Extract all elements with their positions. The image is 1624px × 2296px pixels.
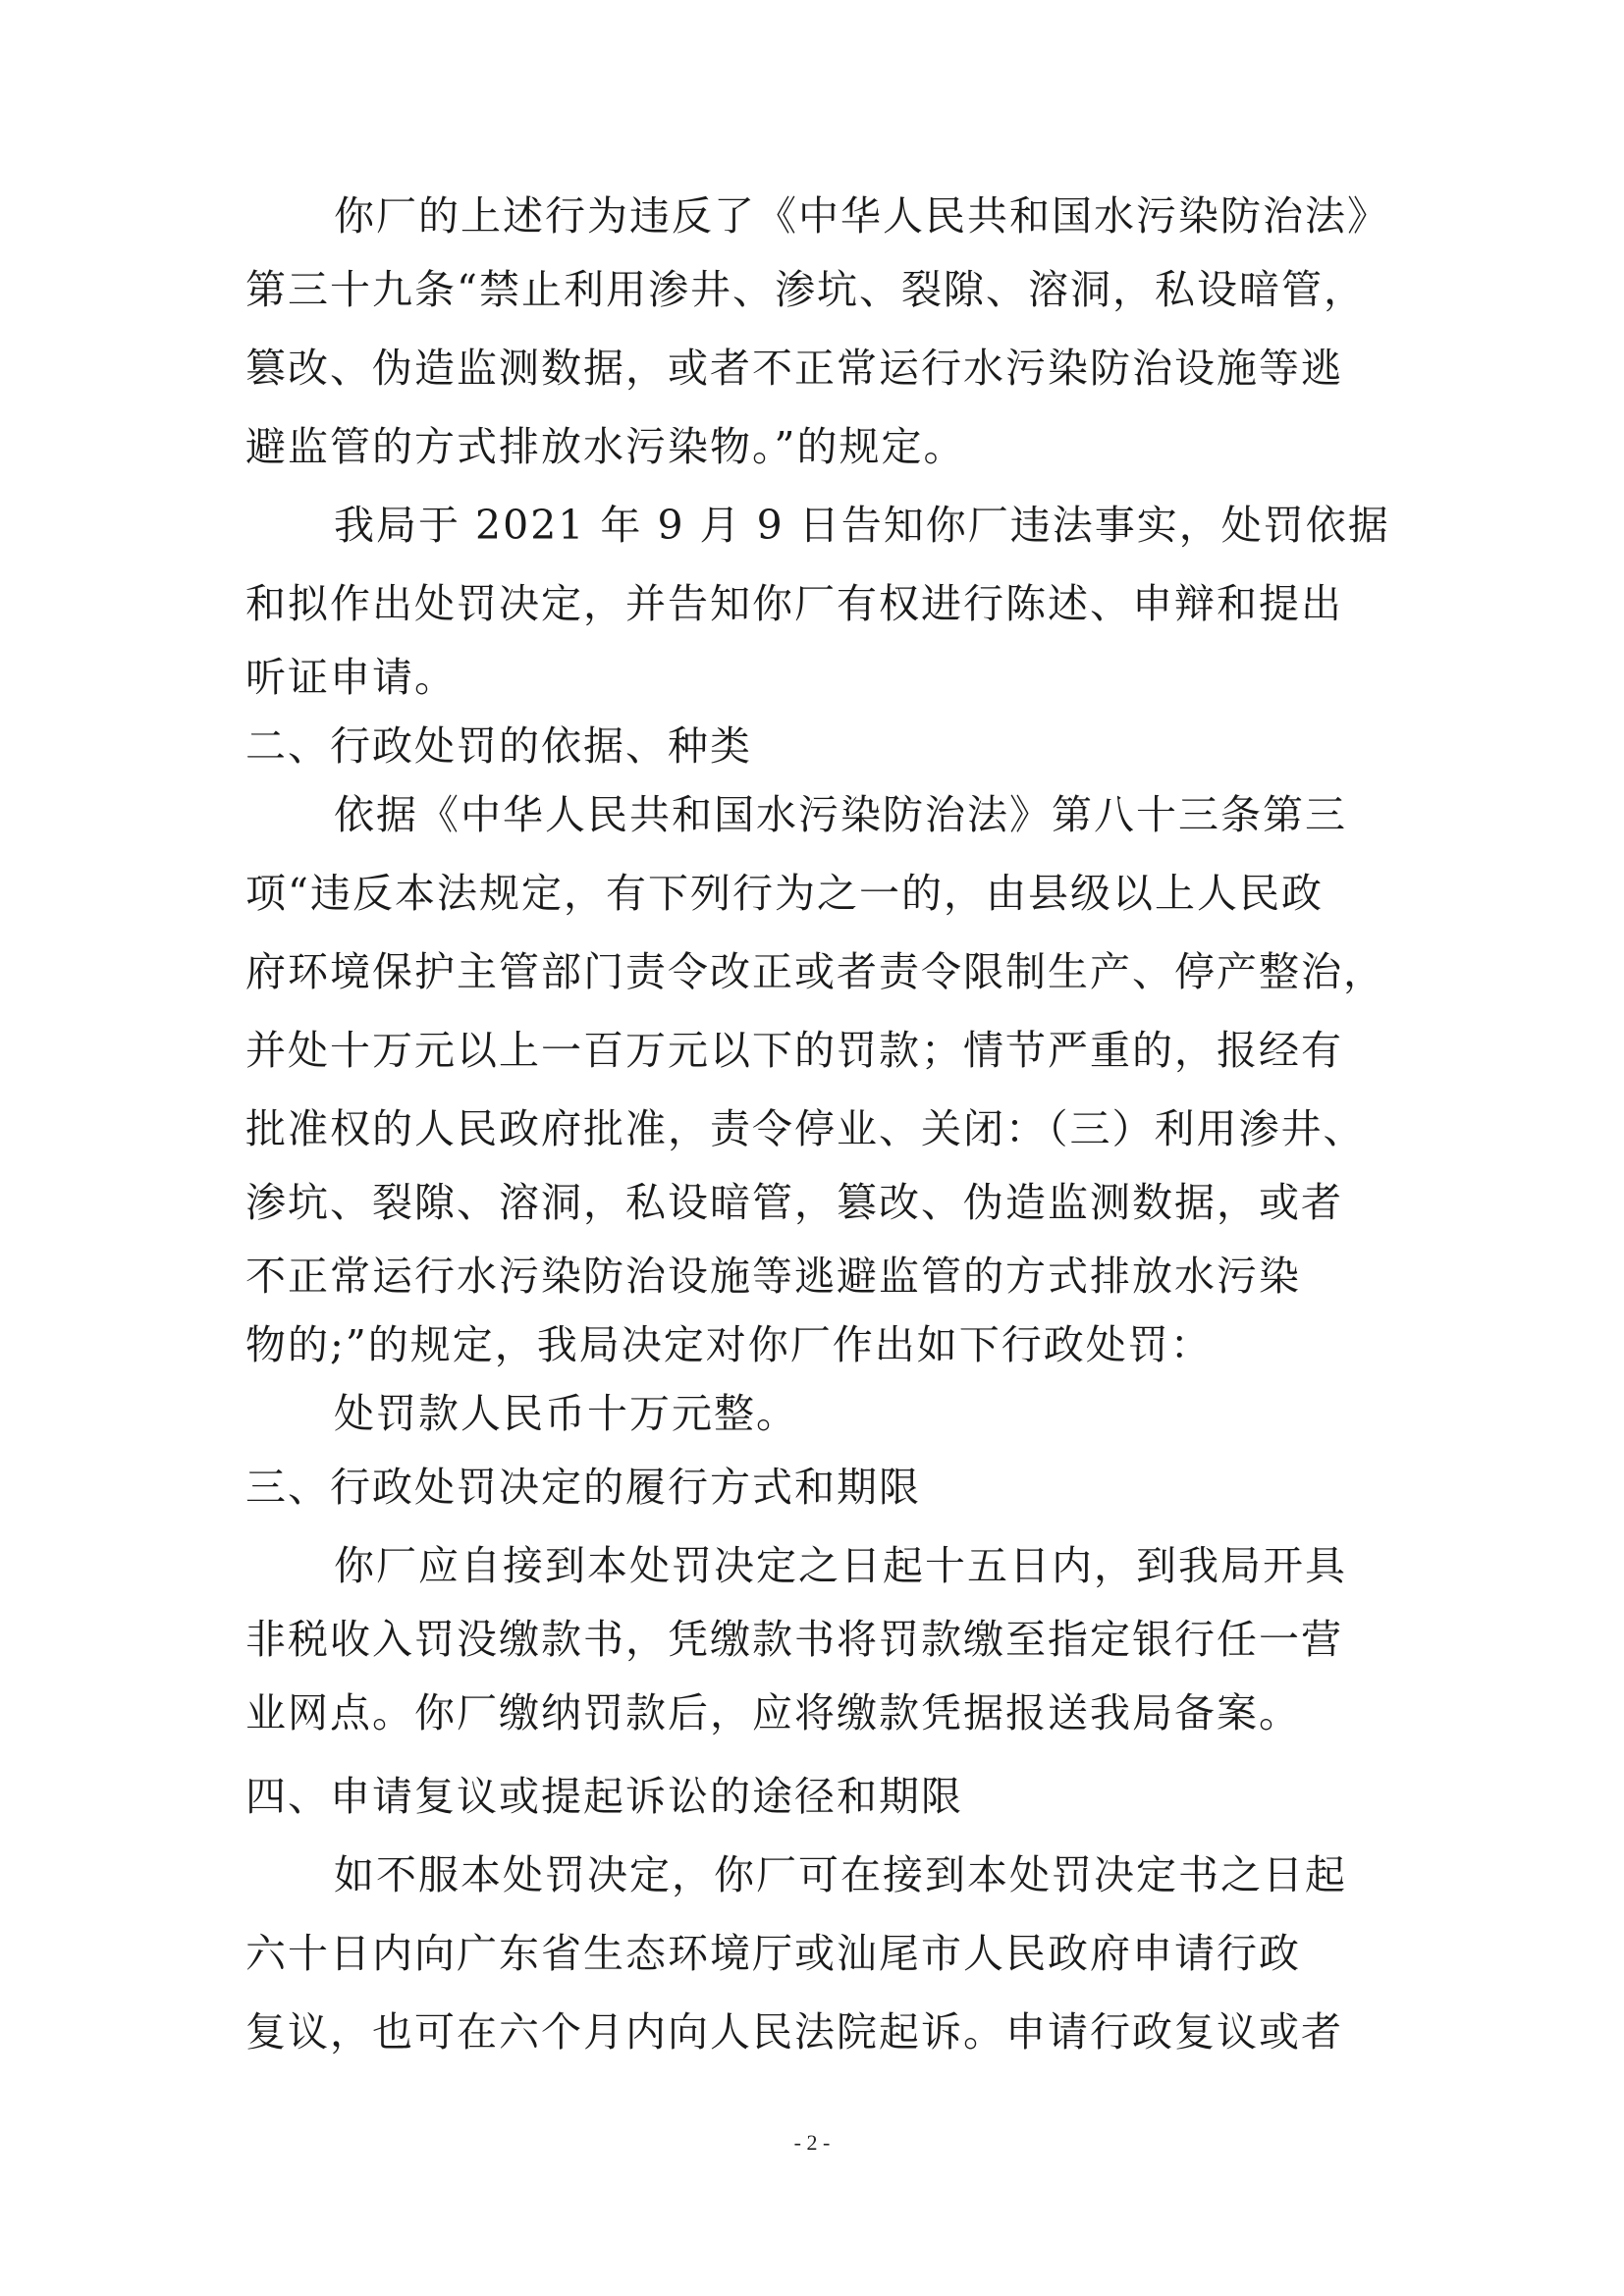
text-line: 和拟作出处罚决定，并告知你厂有权进行陈述、申辩和提出 — [245, 580, 1343, 627]
text-line: 复议，也可在六个月内向人民法院起诉。申请行政复议或者 — [245, 2008, 1343, 2056]
text-line: 业网点。你厂缴纳罚款后，应将缴款凭据报送我局备案。 — [245, 1689, 1301, 1736]
text-line: 并处十万元以上一百万元以下的罚款；情节严重的，报经有 — [245, 1027, 1343, 1074]
text-line: 我局于 2021 年 9 月 9 日告知你厂违法事实，处罚依据 — [334, 502, 1390, 549]
text-line: 你厂应自接到本处罚决定之日起十五日内，到我局开具 — [334, 1542, 1347, 1589]
text-line: 府环境保护主管部门责令改正或者责令限制生产、停产整治， — [245, 948, 1385, 995]
text-line: 避监管的方式排放水污染物。”的规定。 — [245, 423, 966, 470]
text-line: 如不服本处罚决定，你厂可在接到本处罚决定书之日起 — [334, 1851, 1347, 1898]
page-number: - 2 - — [793, 2130, 831, 2155]
text-line: 渗坑、裂隙、溶洞，私设暗管，篡改、伪造监测数据，或者 — [245, 1179, 1343, 1226]
text-line: 项“违反本法规定，有下列行为之一的，由县级以上人民政 — [245, 870, 1324, 917]
section-heading: 二、行政处罚的依据、种类 — [245, 722, 752, 770]
text-line: 你厂的上述行为违反了《中华人民共和国水污染防治法》 — [334, 192, 1389, 240]
text-line: 物的;”的规定，我局决定对你厂作出如下行政处罚： — [245, 1321, 1213, 1368]
text-line: 第三十九条“禁止利用渗井、渗坑、裂隙、溶洞，私设暗管， — [245, 266, 1366, 313]
text-line: 不正常运行水污染防治设施等逃避监管的方式排放水污染 — [245, 1253, 1301, 1300]
text-line: 非税收入罚没缴款书，凭缴款书将罚款缴至指定银行任一营 — [245, 1616, 1343, 1663]
text-line: 依据《中华人民共和国水污染防治法》第八十三条第三 — [334, 791, 1347, 838]
text-line: 听证申请。 — [245, 654, 457, 701]
section-heading: 三、行政处罚决定的履行方式和期限 — [245, 1464, 921, 1511]
text-line: 篡改、伪造监测数据，或者不正常运行水污染防治设施等逃 — [245, 345, 1343, 392]
text-line: 处罚款人民币十万元整。 — [334, 1390, 798, 1437]
text-line: 六十日内向广东省生态环境厅或汕尾市人民政府申请行政 — [245, 1930, 1301, 1977]
text-line: 批准权的人民政府批准，责令停业、关闭：（三）利用渗井、 — [245, 1105, 1366, 1152]
section-heading: 四、申请复议或提起诉讼的途径和期限 — [245, 1773, 963, 1820]
